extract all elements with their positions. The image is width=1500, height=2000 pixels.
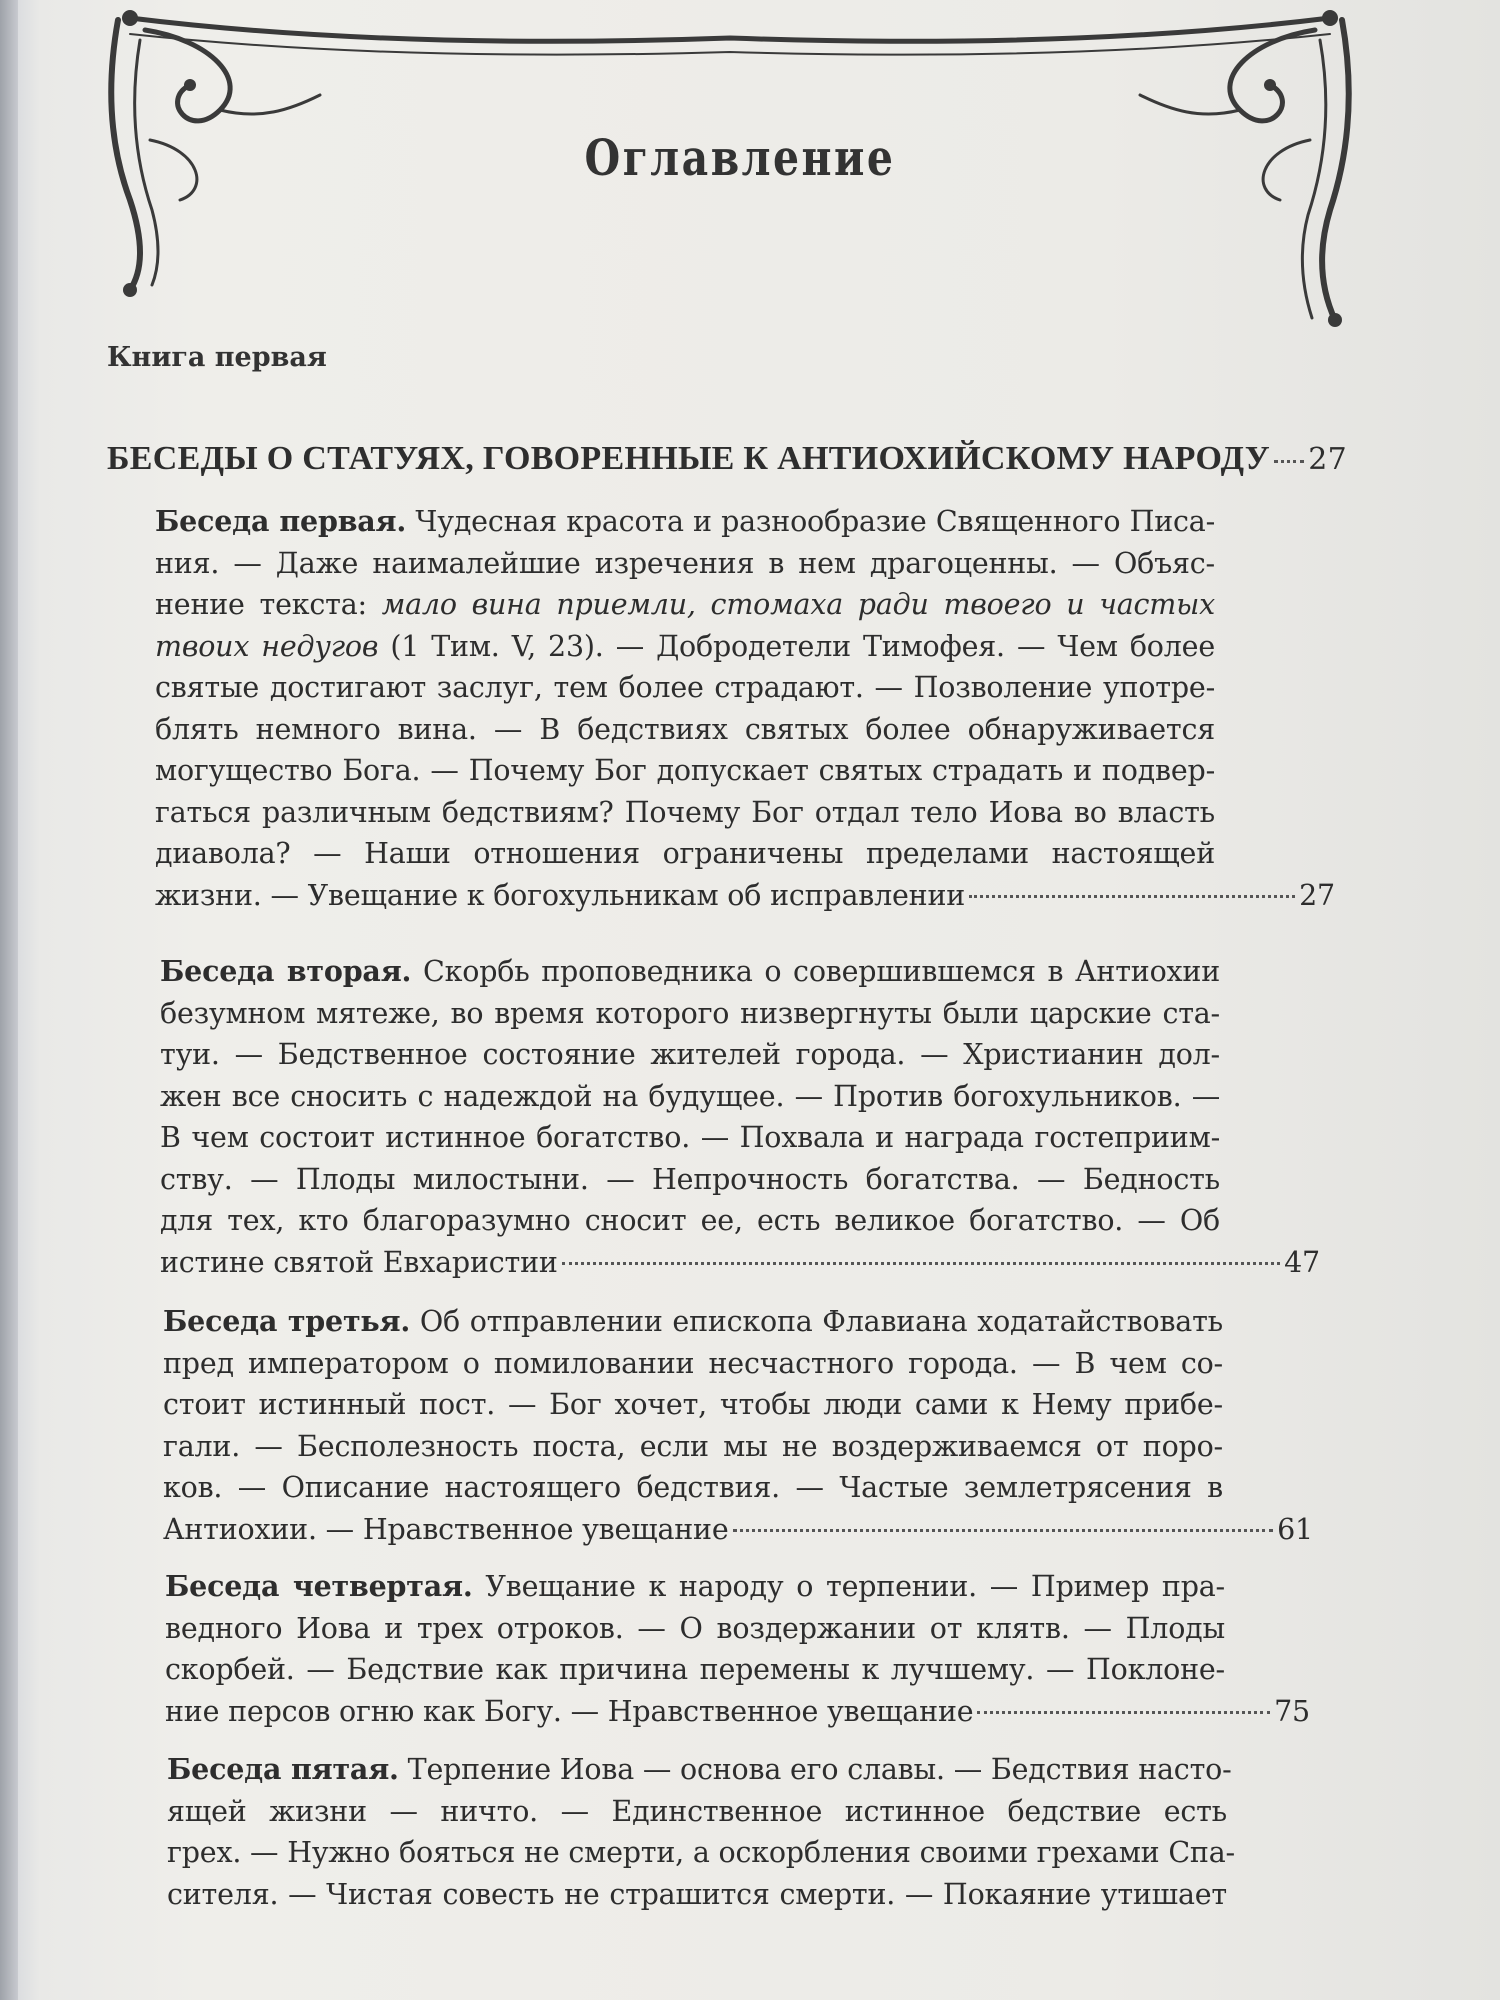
entry-line: диавола? — Наши отношения ограничены пределами настоящей — [155, 837, 1215, 870]
entry-line: Беседа первая. Чудесная красота и разнообразие Священного Писа- — [155, 504, 1216, 538]
entry-line: гали. — Бесполезность поста, если мы не воздерживаемся от поро- — [163, 1429, 1223, 1463]
entry-line: грех. — Нужно бояться не смерти, а оскорбления своими грехами Спа- — [167, 1836, 1235, 1869]
entry-line: жен все сносить с надеждой на будущее. — Против богохульников. — — [160, 1079, 1220, 1113]
entry-line: святые достигают заслуг, тем более страдают. — Позволение употре- — [155, 671, 1215, 704]
entry-line: ящей жизни — ничто. — Единственное истинное бедствие есть — [167, 1794, 1227, 1828]
entry-page-number: 75 — [1274, 1694, 1310, 1728]
toc-entry-2[interactable] — [160, 951, 1320, 1283]
entry-line: ков. — Описание настоящего бедствия. — Частые землетрясения в — [163, 1471, 1223, 1504]
entry-line: сителя. — Чистая совесть не страшится смерти. — Покаяние утишает — [167, 1877, 1227, 1911]
book-label: Книга первая — [107, 342, 327, 373]
page-edge — [0, 0, 18, 2000]
dot-leader — [969, 895, 1295, 898]
section-title: БЕСЕДЫ О СТАТУЯХ, ГОВОРЕННЫЕ К АНТИОХИЙСКОМУ НАРОДУ — [107, 440, 1270, 477]
entry-page-number: 27 — [1299, 878, 1335, 912]
entry-heading: Беседа четвертая. — [165, 1569, 473, 1603]
entry-line: ния. — Даже наималейшие изречения в нем драгоценны. — Объяс- — [155, 546, 1215, 580]
entry-line: для тех, кто благоразумно сносит ее, есть великое богатство. — Об — [160, 1204, 1220, 1237]
entry-line: Беседа третья. Об отправлении епископа Флавиана ходатайствовать — [163, 1304, 1223, 1338]
entry-heading: Беседа вторая. — [160, 954, 412, 988]
dot-leader — [1274, 460, 1304, 463]
entry-heading: Беседа первая. — [155, 504, 407, 538]
page-title: Оглавление — [584, 128, 896, 187]
entry-page-number: 61 — [1277, 1512, 1313, 1546]
section-heading[interactable] — [107, 440, 1347, 478]
entry-last-line: Антиохии. — Нравственное увещание 61 — [163, 1509, 1313, 1551]
entry-last-line: истине святой Евхаристии 47 — [160, 1242, 1320, 1284]
entry-last-line: жизни. — Увещание к богохульникам об исправлении 27 — [155, 875, 1335, 917]
entry-line: ведного Иова и трех отроков. — О воздержании от клятв. — Плоды — [165, 1611, 1225, 1645]
entry-heading: Беседа третья. — [163, 1304, 411, 1338]
entry-line: стоит истинный пост. — Бог хочет, чтобы люди сами к Нему прибе- — [163, 1388, 1223, 1421]
dot-leader — [733, 1529, 1274, 1532]
entry-line: могущество Бога. — Почему Бог допускает святых страдать и подвер- — [155, 754, 1215, 787]
entry-line: нение текста: мало вина приемли, стомаха ради твоего и частых — [155, 588, 1215, 621]
section-page-number: 27 — [1308, 442, 1347, 477]
entry-line: безумном мятеже, во время которого низвергнуты были царские ста- — [160, 996, 1220, 1030]
entry-line: В чем состоит истинное богатство. — Похвала и награда гостеприим- — [160, 1121, 1220, 1154]
dot-leader — [977, 1711, 1270, 1714]
entry-line: Беседа пятая. Терпение Иова — основа его славы. — Бедствия насто- — [167, 1752, 1232, 1786]
entry-line: пред императором о помиловании несчастного города. — В чем со- — [163, 1346, 1223, 1380]
toc-entry-1[interactable] — [155, 501, 1335, 916]
entry-line: твоих недугов (1 Тим. V, 23). — Добродетели Тимофея. — Чем более — [155, 629, 1216, 663]
toc-entry-3[interactable] — [163, 1301, 1313, 1550]
entry-page-number: 47 — [1284, 1245, 1320, 1279]
entry-line: Беседа четвертая. Увещание к народу о терпении. — Пример пра- — [165, 1569, 1225, 1603]
entry-line: гаться различным бедствиям? Почему Бог отдал тело Иова во власть — [155, 795, 1215, 829]
entry-line: ству. — Плоды милостыни. — Непрочность богатства. — Бедность — [160, 1162, 1220, 1196]
dot-leader — [562, 1262, 1280, 1265]
entry-line: туи. — Бедственное состояние жителей города. — Христианин дол- — [160, 1038, 1220, 1071]
entry-line: блять немного вина. — В бедствиях святых более обнаруживается — [155, 712, 1215, 746]
entry-heading: Беседа пятая. — [167, 1752, 399, 1786]
entry-line: скорбей. — Бедствие как причина перемены к лучшему. — Поклоне- — [165, 1653, 1225, 1686]
toc-entry-4[interactable] — [165, 1566, 1310, 1732]
entry-line: Беседа вторая. Скорбь проповедника о совершившемся в Антиохии — [160, 954, 1221, 988]
entry-last-line: ние персов огню как Богу. — Нравственное увещание 75 — [165, 1691, 1310, 1733]
toc-entry-5[interactable] — [167, 1749, 1235, 1915]
